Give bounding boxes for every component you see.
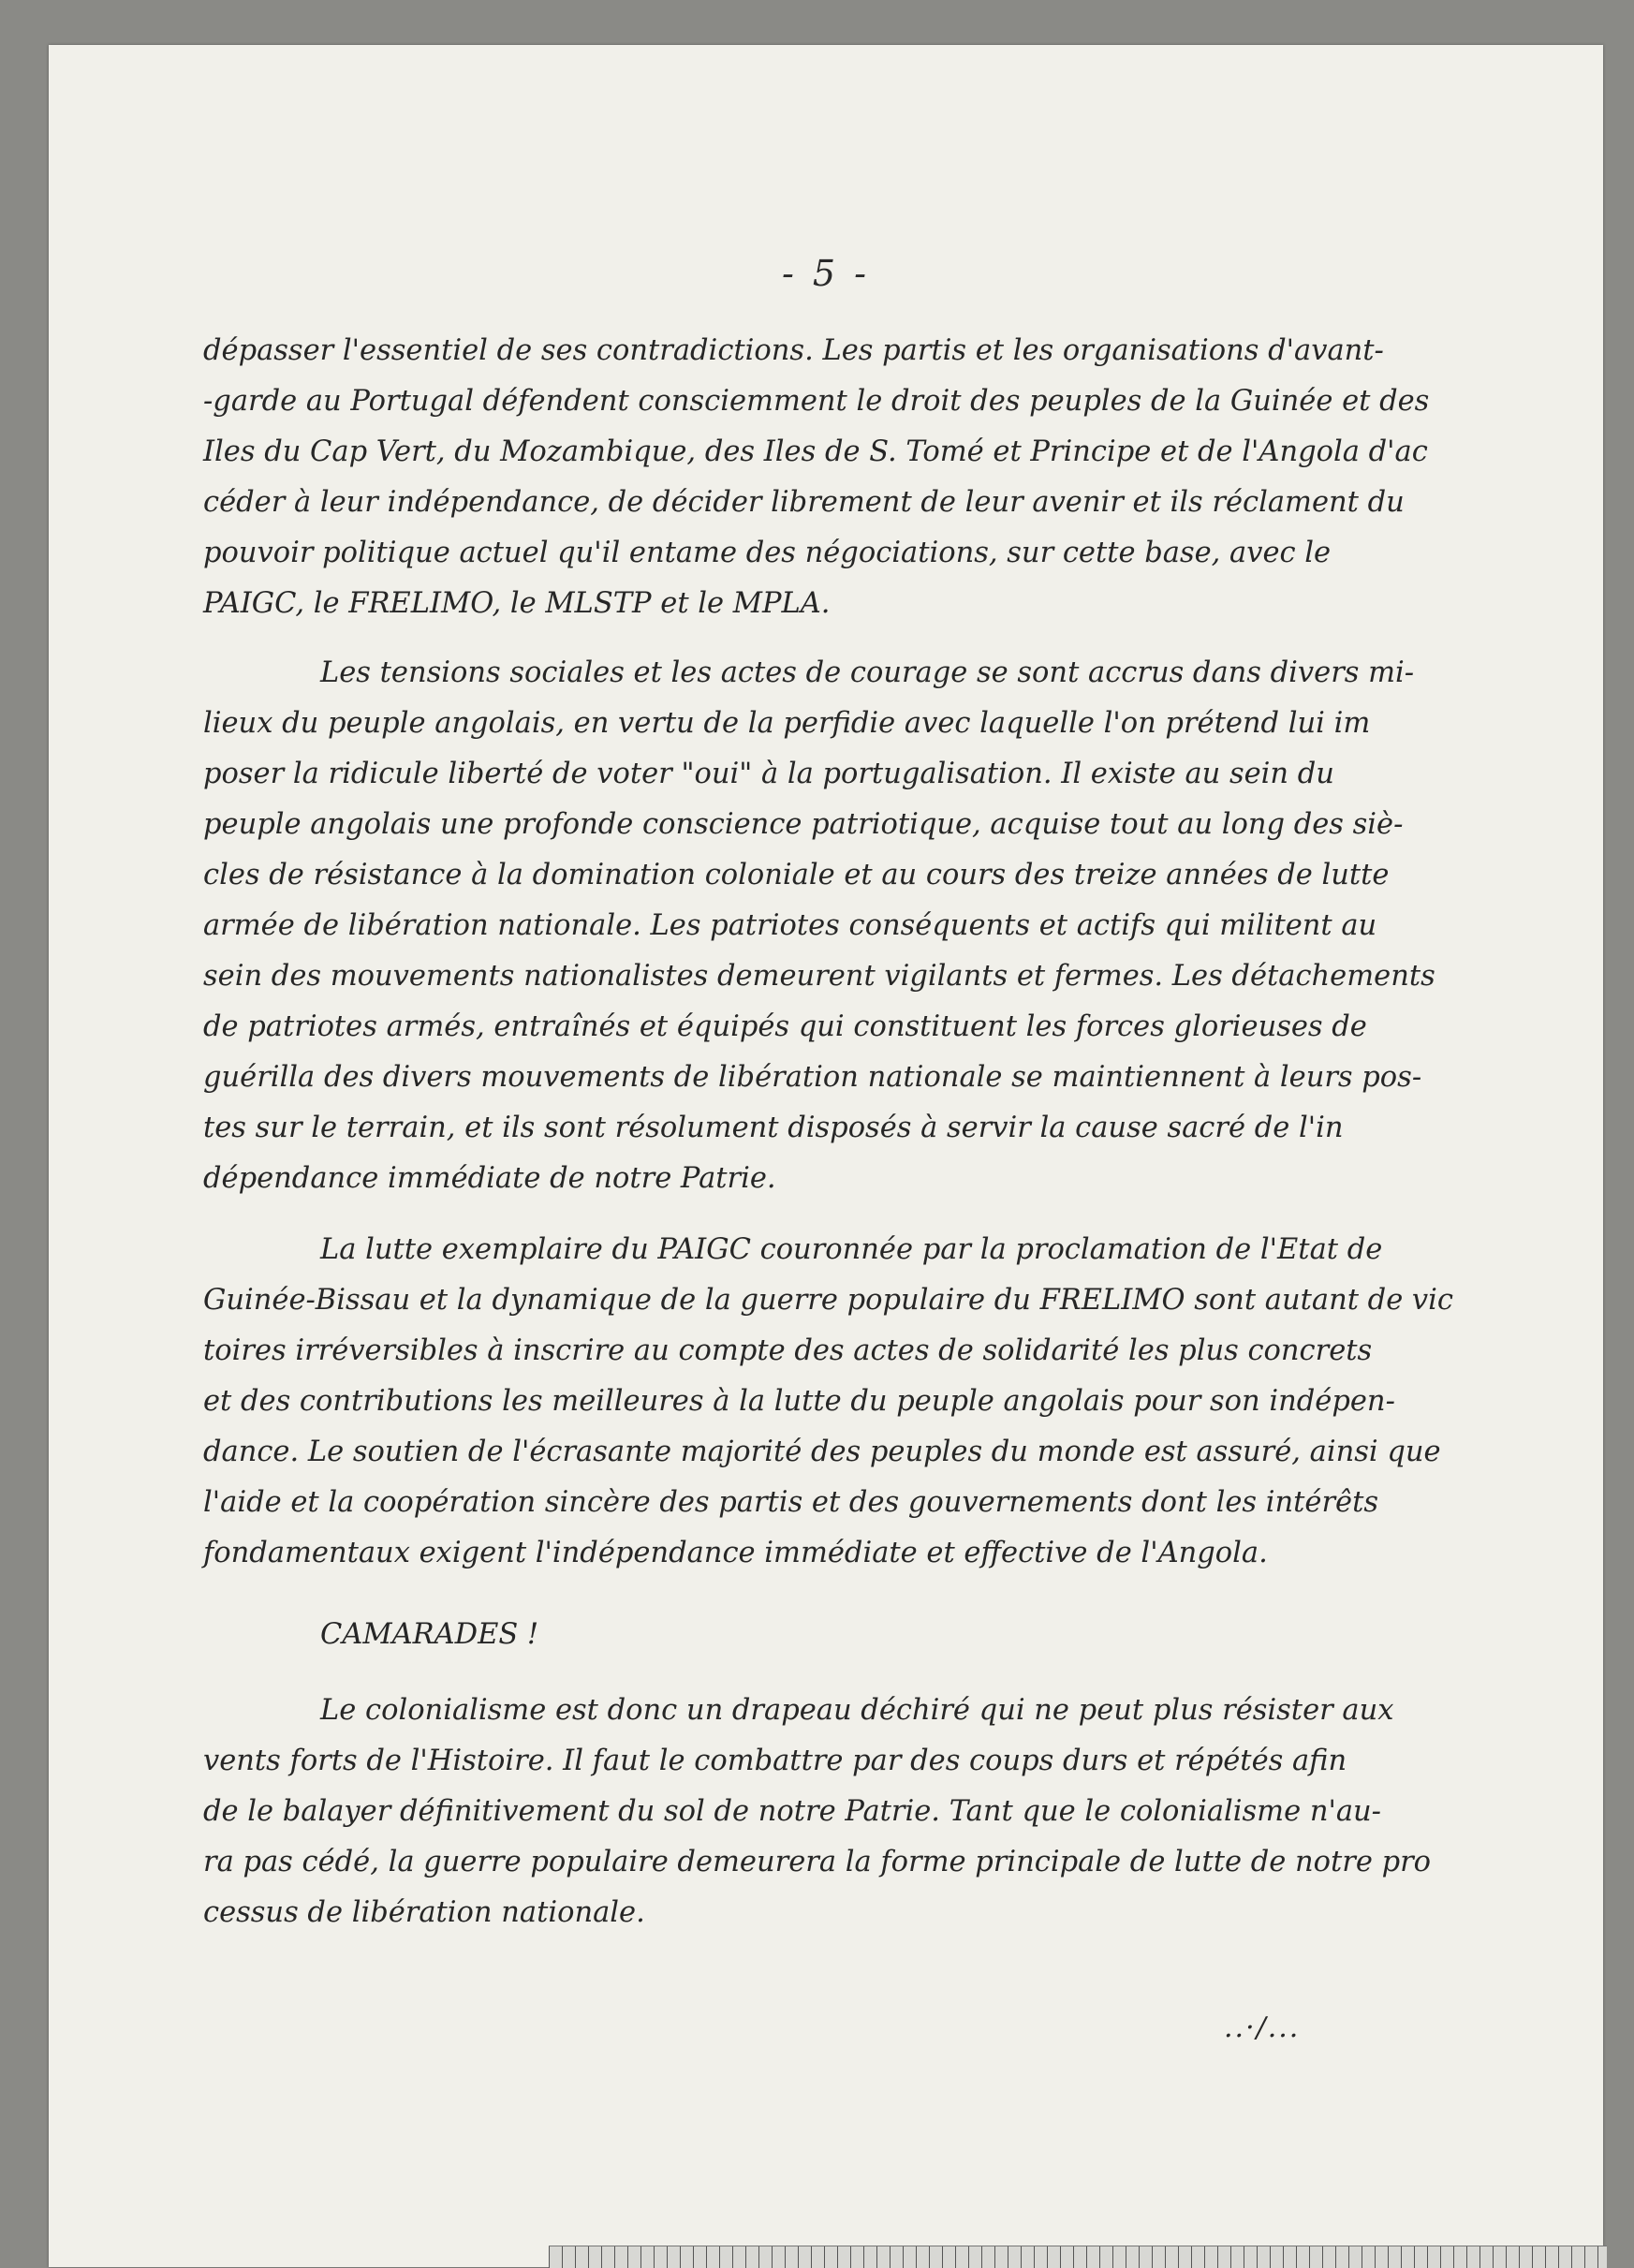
text-line: céder à leur indépendance, de décider librement de leur avenir et ils réclament du xyxy=(203,486,1405,519)
text-line: -garde au Portugal défendent consciemment le droit des peuples de la Guinée et des xyxy=(203,385,1430,418)
text-line: et des contributions les meilleures à la lutte du peuple angolais pour son indépen- xyxy=(203,1385,1395,1418)
text-line: dépendance immédiate de notre Patrie. xyxy=(203,1162,776,1195)
text-line: Guinée-Bissau et la dynamique de la guerre populaire du FRELIMO sont autant de vic xyxy=(203,1284,1454,1317)
document-page xyxy=(49,45,1603,2267)
paragraph-2 xyxy=(203,648,1505,1204)
text-line: sein des mouvements nationalistes demeurent vigilants et fermes. Les détachements xyxy=(203,960,1435,993)
text-line: pouvoir politique actuel qu'il entame des négociations, sur cette base, avec le xyxy=(203,537,1332,569)
text-line: vents forts de l'Histoire. Il faut le combattre par des coups durs et répétés afin xyxy=(203,1745,1347,1777)
scale-ruler xyxy=(549,2246,1607,2268)
text-line: l'aide et la coopération sincère des partis et des gouvernements dont les intérêts xyxy=(203,1486,1379,1519)
text-line: dépasser l'essentiel de ses contradictions. Les partis et les organisations d'avant- xyxy=(203,334,1384,367)
text-line: armée de libération nationale. Les patriotes conséquents et actifs qui militent au xyxy=(203,909,1377,942)
text-line: peuple angolais une profonde conscience patriotique, acquise tout au long des siè- xyxy=(203,808,1404,841)
text-line: guérilla des divers mouvements de libération nationale se maintiennent à leurs pos- xyxy=(203,1061,1422,1094)
text-line: La lutte exemplaire du PAIGC couronnée par la proclamation de l'Etat de xyxy=(320,1233,1383,1266)
body-text xyxy=(203,326,1505,1579)
text-line: Les tensions sociales et les actes de courage se sont accrus dans divers mi- xyxy=(320,656,1415,689)
paragraph-1 xyxy=(203,326,1505,629)
text-line: Le colonialisme est donc un drapeau déchiré qui ne peut plus résister aux xyxy=(320,1694,1394,1727)
text-line: ra pas cédé, la guerre populaire demeurera la forme principale de lutte de notre pro xyxy=(203,1846,1432,1878)
page-number: - 5 - xyxy=(781,253,870,294)
text-line: de le balayer définitivement du sol de notre Patrie. Tant que le colonialisme n'au- xyxy=(203,1795,1381,1828)
text-line: poser la ridicule liberté de voter "oui" à la portugalisation. Il existe au sein du xyxy=(203,758,1334,790)
text-line: fondamentaux exigent l'indépendance immédiate et effective de l'Angola. xyxy=(203,1537,1268,1569)
text-line: lieux du peuple angolais, en vertu de la perfidie avec laquelle l'on prétend lui im xyxy=(203,707,1371,740)
text-line: dance. Le soutien de l'écrasante majorité des peuples du monde est assuré, ainsi que xyxy=(203,1436,1441,1468)
text-line: de patriotes armés, entraînés et équipés qui constituent les forces glorieuses de xyxy=(203,1010,1367,1043)
paragraph-3 xyxy=(203,1225,1505,1579)
text-line: tes sur le terrain, et ils sont résolument disposés à servir la cause sacré de l'in xyxy=(203,1112,1344,1144)
text-line: cessus de libération nationale. xyxy=(203,1896,645,1929)
text-line: toires irréversibles à inscrire au compte des actes de solidarité les plus concrets xyxy=(203,1334,1373,1367)
continuation-mark: ..·/... xyxy=(1224,2011,1301,2044)
section-heading: CAMARADES ! xyxy=(320,1618,539,1651)
text-line: PAIGC, le FRELIMO, le MLSTP et le MPLA. xyxy=(203,587,831,620)
text-line: cles de résistance à la domination coloniale et au cours des treize années de lutte xyxy=(203,859,1390,891)
text-line: Iles du Cap Vert, du Mozambique, des Iles de S. Tomé et Principe et de l'Angola d'ac xyxy=(203,435,1428,468)
paragraph-4 xyxy=(203,1686,1505,1938)
